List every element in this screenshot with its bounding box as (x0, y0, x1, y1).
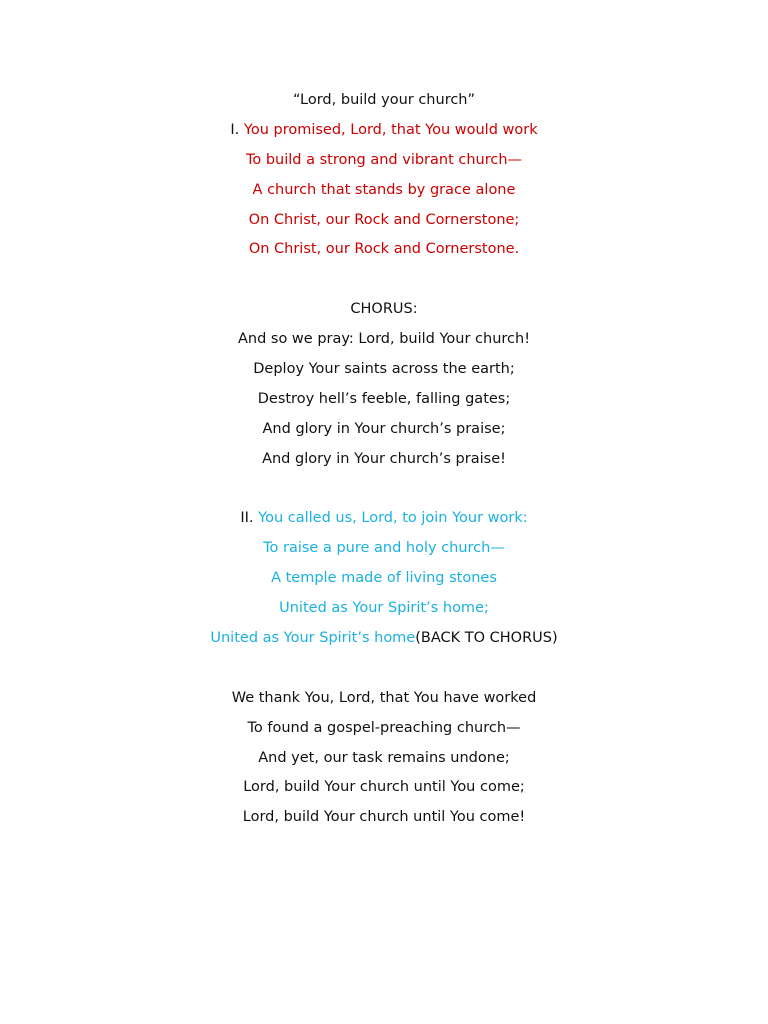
verse3-line-4: Lord, build Your church until You come; (243, 779, 525, 796)
stanza-spacer (0, 654, 768, 684)
verse1-line-1 (0, 116, 768, 146)
verse1-line-3: A church that stands by grace alone (252, 181, 516, 198)
chorus-line-1: And so we pray: Lord, build Your church! (237, 331, 531, 348)
stanza-spacer (0, 265, 768, 295)
verse3-line-3: And yet, our task remains undone; (258, 749, 510, 766)
stanza-spacer (0, 475, 768, 505)
verse2-line-1 (0, 504, 768, 534)
verse2-line-1-text: You called us, Lord, to join Your work: (258, 510, 528, 527)
chorus-line-3: Destroy hell’s feeble, falling gates; (257, 390, 511, 407)
chorus-line-5: And glory in Your church’s praise! (262, 450, 506, 467)
verse2-line-4: United as Your Spirit’s home; (279, 600, 489, 617)
back-to-chorus-note: (BACK TO CHORUS) (415, 630, 558, 647)
chorus-line-4: And glory in Your church’s praise; (262, 420, 506, 437)
verse2-line-3: A temple made of living stones (271, 570, 497, 587)
verse2-line-2: To raise a pure and holy church— (263, 540, 505, 557)
chorus-line-2: Deploy Your saints across the earth; (253, 361, 515, 378)
verse3-line-2: To found a gospel-preaching church— (247, 719, 521, 736)
hymn-document (0, 86, 768, 833)
hymn-title: “Lord, build your church” (292, 92, 476, 108)
verse2-line-5-text: United as Your Spirit’s home (210, 630, 416, 647)
verse1-line-4: On Christ, our Rock and Cornerstone; (248, 211, 520, 228)
verse1-number: I. (230, 121, 240, 138)
verse1-line-2: To build a strong and vibrant church— (245, 151, 523, 168)
chorus-heading: CHORUS: (350, 301, 418, 318)
verse1-line-5: On Christ, our Rock and Cornerstone. (248, 241, 520, 258)
verse2-line-5 (0, 624, 768, 654)
verse1-line-1-text: You promised, Lord, that You would work (243, 121, 538, 138)
verse3-line-5: Lord, build Your church until You come! (242, 809, 526, 826)
verse2-number: II. (240, 510, 254, 527)
verse3-line-1: We thank You, Lord, that You have worked (231, 689, 537, 706)
